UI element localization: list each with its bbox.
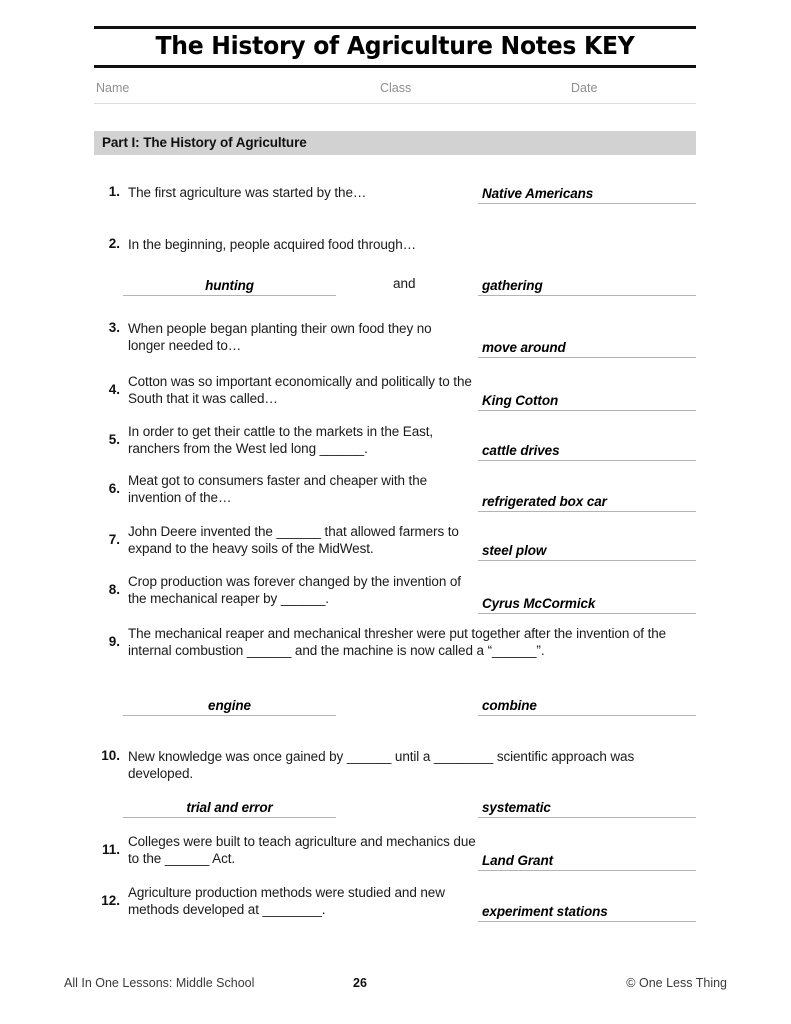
answer-blank-10b[interactable] <box>478 794 696 818</box>
answer-blank-4[interactable] <box>478 387 696 411</box>
student-meta-row <box>94 81 696 103</box>
answer-text: engine <box>208 698 251 713</box>
question-10 <box>0 748 791 781</box>
class-label: Class <box>380 81 412 95</box>
answer-rule <box>123 817 336 818</box>
answer-text: hunting <box>205 278 254 293</box>
question-number: 2. <box>108 236 120 251</box>
question-text: Agriculture production methods were studied and new methods developed at ________. <box>128 885 445 917</box>
question-number: 1. <box>108 184 120 199</box>
answer-blank-11[interactable] <box>478 847 696 871</box>
answer-blank-8[interactable] <box>478 590 696 614</box>
answer-text: trial and error <box>186 800 273 815</box>
question-number: 9. <box>108 634 120 649</box>
answer-rule <box>478 921 696 922</box>
question-2 <box>0 236 791 256</box>
question-text: John Deere invented the ______ that allowed farmers to expand to the heavy soils of the MidWest. <box>128 524 459 556</box>
answer-rule <box>478 715 696 716</box>
answer-blank-3[interactable] <box>478 334 696 358</box>
answer-text: experiment stations <box>482 904 608 919</box>
title-bottom-rule <box>94 65 696 68</box>
answer-text: gathering <box>482 278 543 293</box>
section-header-bar <box>94 131 696 155</box>
question-number: 7. <box>108 532 120 547</box>
answer-rule <box>123 715 336 716</box>
footer-lesson-title: All In One Lessons: Middle School <box>64 976 255 990</box>
answer-rule <box>478 203 696 204</box>
date-label: Date <box>571 81 598 95</box>
question-number: 3. <box>108 320 120 335</box>
footer-copyright: © One Less Thing <box>626 976 727 990</box>
question-text: When people began planting their own food they no longer needed to… <box>128 321 432 353</box>
footer-page-number: 26 <box>353 976 367 990</box>
answer-rule <box>478 357 696 358</box>
answer-rule <box>478 410 696 411</box>
answer-text: refrigerated box car <box>482 494 607 509</box>
question-text: Crop production was forever changed by the invention of the mechanical reaper by ______. <box>128 574 461 606</box>
question-text: In the beginning, people acquired food through… <box>128 237 417 252</box>
answer-text: King Cotton <box>482 393 559 408</box>
question-text: Colleges were built to teach agriculture and mechanics due to the ______ Act. <box>128 834 476 866</box>
answer-rule <box>123 295 336 296</box>
conjunction-and: and <box>393 276 416 291</box>
answer-blank-1[interactable] <box>478 180 696 204</box>
answer-blank-2b[interactable] <box>478 272 696 296</box>
question-text: Meat got to consumers faster and cheaper with the invention of the… <box>128 473 428 505</box>
answer-rule <box>478 560 696 561</box>
answer-text: steel plow <box>482 543 547 558</box>
answer-blank-2a[interactable] <box>123 272 336 296</box>
question-number: 12. <box>101 893 120 908</box>
answer-text: cattle drives <box>482 443 560 458</box>
question-text: The first agriculture was started by the… <box>128 185 367 200</box>
answer-text: Land Grant <box>482 853 554 868</box>
meta-divider <box>94 103 696 104</box>
question-number: 6. <box>108 481 120 496</box>
page-title: The History of Agriculture Notes KEY <box>155 31 635 60</box>
answer-blank-7[interactable] <box>478 537 696 561</box>
question-9 <box>0 625 791 661</box>
answer-text: move around <box>482 340 566 355</box>
question-number: 8. <box>108 582 120 597</box>
title-top-rule <box>94 26 696 29</box>
answer-rule <box>478 511 696 512</box>
answer-rule <box>478 460 696 461</box>
answer-blank-6[interactable] <box>478 488 696 512</box>
answer-rule <box>478 817 696 818</box>
question-number: 5. <box>108 432 120 447</box>
answer-text: Native Americans <box>482 186 594 201</box>
answer-text: systematic <box>482 800 551 815</box>
name-label: Name <box>96 81 130 95</box>
answer-blank-12[interactable] <box>478 898 696 922</box>
answer-blank-9b[interactable] <box>478 692 696 716</box>
answer-text: combine <box>482 698 537 713</box>
question-text: In order to get their cattle to the markets in the East, ranchers from the West led long ______. <box>128 424 434 456</box>
answer-rule <box>478 870 696 871</box>
question-text: New knowledge was once gained by ______ until a ________ scientific approach was developed. <box>128 749 635 781</box>
answer-rule <box>478 613 696 614</box>
question-number: 10. <box>101 748 120 763</box>
answer-blank-5[interactable] <box>478 437 696 461</box>
question-text: The mechanical reaper and mechanical thresher were put together after the invention of the internal combustion ______ and the machine is now called a “______”. <box>128 626 667 658</box>
section-title: Part I: The History of Agriculture <box>102 135 307 150</box>
question-number: 11. <box>101 842 120 857</box>
question-text: Cotton was so important economically and politically to the South that it was called… <box>128 374 472 406</box>
answer-blank-10a[interactable] <box>123 794 336 818</box>
answer-text: Cyrus McCormick <box>482 596 596 611</box>
question-number: 4. <box>108 382 120 397</box>
answer-blank-9a[interactable] <box>123 692 336 716</box>
answer-rule <box>478 295 696 296</box>
